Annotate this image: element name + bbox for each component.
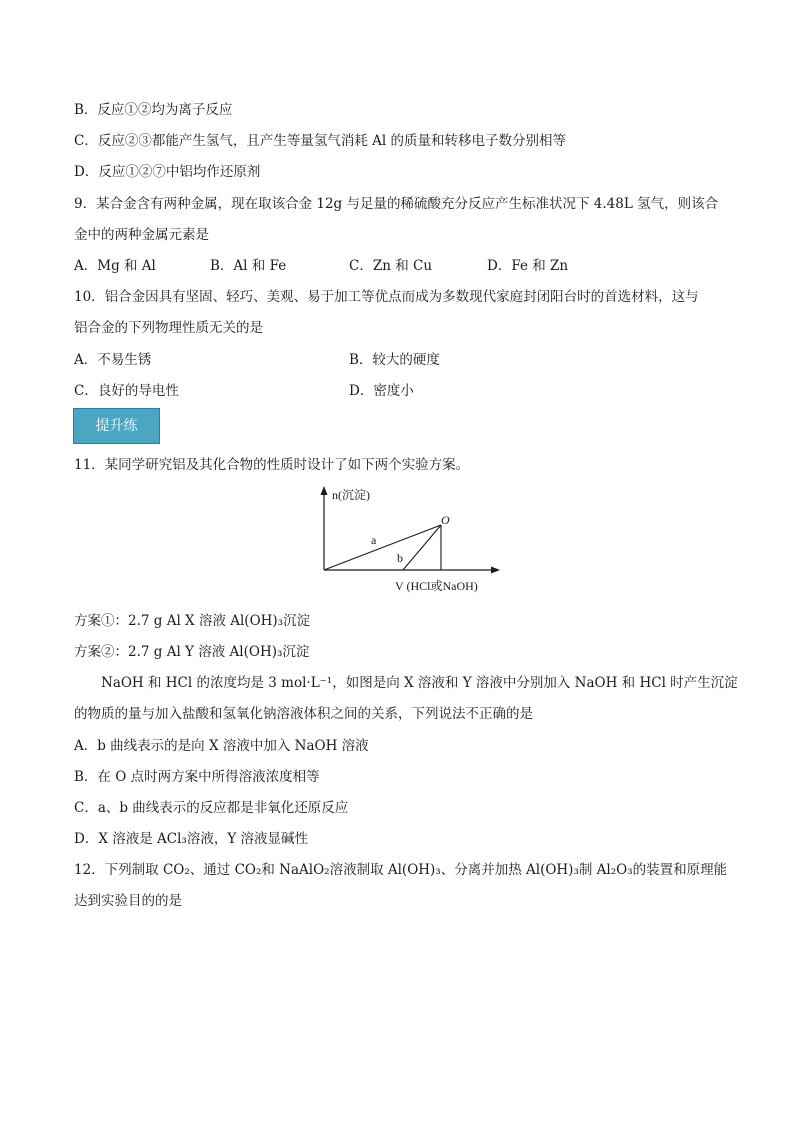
- q12-stem-line2: 达到实验目的的是: [74, 893, 182, 909]
- q10-stem-line2: 铝合金的下列物理性质无关的是: [74, 320, 263, 336]
- q11-scheme-1: 方案①：2.7 g Al X 溶液 Al(OH)₃沉淀: [74, 613, 311, 629]
- x-axis-arrow: [491, 567, 500, 574]
- q10-option-c: C．良好的导电性: [74, 383, 179, 399]
- q9-option-b: B．Al 和 Fe: [210, 258, 287, 274]
- q9-option-a: A．Mg 和 Al: [74, 258, 156, 274]
- point-o-label: O: [441, 513, 450, 527]
- q11-graph: [300, 482, 510, 600]
- q8-option-d: D．反应①②⑦中铝均作还原剂: [74, 164, 261, 180]
- q9-stem-line1: 9．某合金含有两种金属，现在取该合金 12g 与足量的稀硫酸充分反应产生标准状况下 4.48L 氢气，则该合: [74, 196, 719, 212]
- q11-option-a: A．b 曲线表示的是向 X 溶液中加入 NaOH 溶液: [74, 738, 369, 754]
- x-axis-label: V (HCl或NaOH): [395, 579, 478, 593]
- q11-desc-line1: NaOH 和 HCl 的浓度均是 3 mol·L⁻¹，如图是向 X 溶液和 Y 溶液中分别加入 NaOH 和 HCl 时产生沉淀: [101, 675, 738, 691]
- line-a: [324, 525, 441, 570]
- q11-stem: 11．某同学研究铝及其化合物的性质时设计了如下两个实验方案。: [74, 457, 470, 473]
- q11-option-b: B．在 O 点时两方案中所得溶液浓度相等: [74, 769, 320, 785]
- q10-stem-line1: 10．铝合金因具有坚固、轻巧、美观、易于加工等优点而成为多数现代家庭封闭阳台时的首选材料，这与: [74, 289, 699, 305]
- y-axis-label: n(沉淀): [332, 488, 370, 502]
- q10-option-d: D．密度小: [349, 383, 414, 399]
- q9-option-d: D．Fe 和 Zn: [487, 258, 569, 274]
- q9-stem-line2: 金中的两种金属元素是: [74, 227, 209, 243]
- section-badge: 提升练: [73, 408, 160, 444]
- q11-desc-line2: 的物质的量与加入盐酸和氢氧化钠溶液体积之间的关系，下列说法不正确的是: [74, 706, 533, 722]
- q11-option-d: D．X 溶液是 ACl₃溶液，Y 溶液显碱性: [74, 831, 309, 847]
- q10-option-b: B．较大的硬度: [349, 352, 440, 368]
- line-a-label: a: [371, 533, 377, 547]
- y-axis-arrow: [321, 486, 328, 495]
- line-b-label: b: [397, 551, 403, 565]
- q12-stem-line1: 12．下列制取 CO₂、通过 CO₂和 NaAlO₂溶液制取 Al(OH)₃、分离并加热 Al(OH)₃制 Al₂O₃的装置和原理能: [74, 862, 728, 878]
- q11-option-c: C．a、b 曲线表示的反应都是非氧化还原反应: [74, 800, 349, 816]
- q8-option-c: C．反应②③都能产生氢气，且产生等量氢气消耗 Al 的质量和转移电子数分别相等: [74, 133, 566, 149]
- q9-option-c: C．Zn 和 Cu: [349, 258, 433, 274]
- q10-option-a: A．不易生锈: [74, 352, 152, 368]
- q8-option-b: B．反应①②均为离子反应: [74, 102, 233, 118]
- q11-scheme-2: 方案②：2.7 g Al Y 溶液 Al(OH)₃沉淀: [74, 644, 310, 660]
